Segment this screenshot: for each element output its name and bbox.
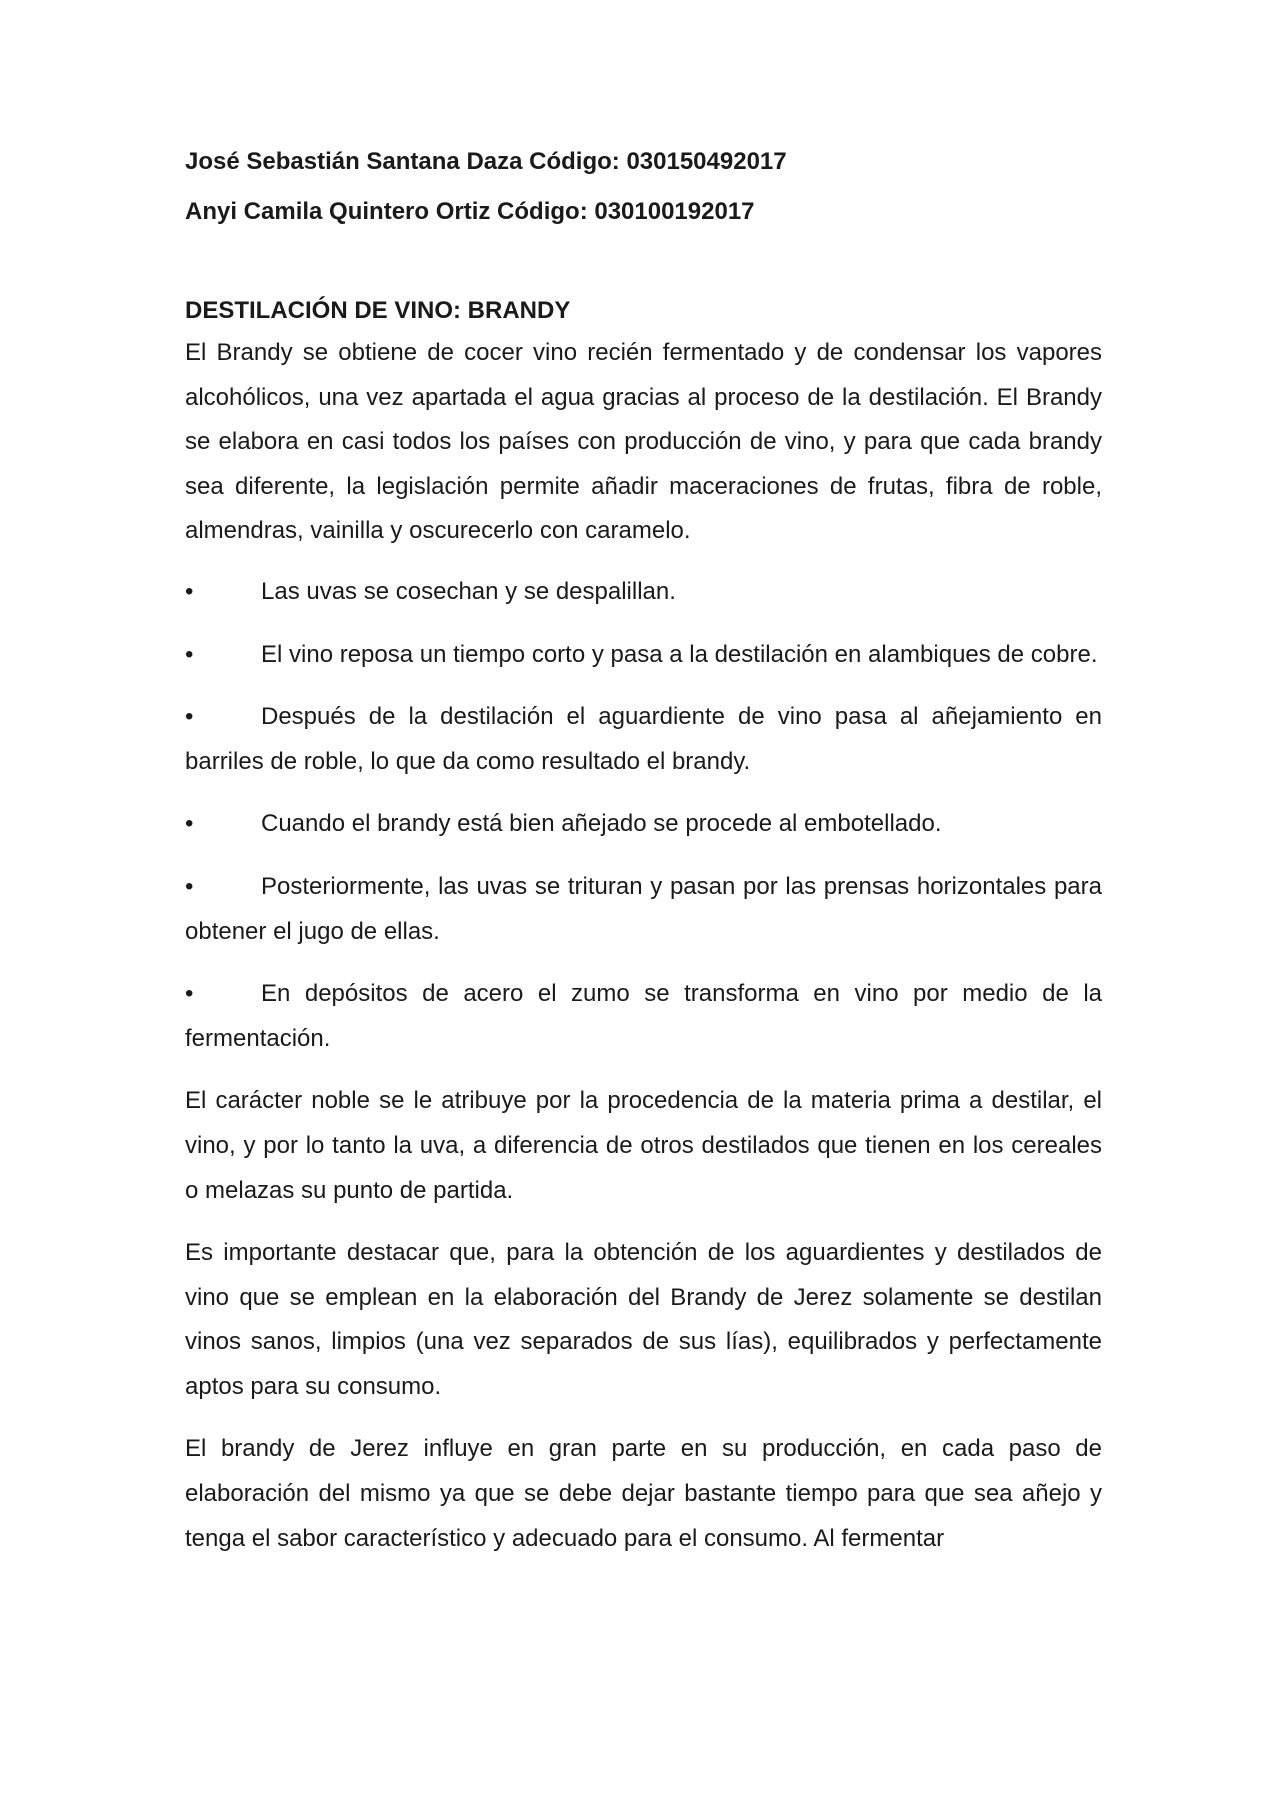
list-item bbox=[185, 570, 1102, 615]
list-item bbox=[185, 865, 1102, 954]
list-item bbox=[185, 972, 1102, 1061]
author-line-1: José Sebastián Santana Daza Código: 030150492017 bbox=[185, 148, 787, 175]
body-paragraph-aguardientes: Es importante destacar que, para la obtención de los aguardientes y destilados de vino que se emplean en la elaboración del Brandy de Jerez solamente se destilan vinos sanos, limpios (una vez separados de sus lías), equilibrados y perfectamente aptos para su consumo. bbox=[185, 1239, 1102, 1400]
list-item-text: El vino reposa un tiempo corto y pasa a la destilación en alambiques de cobre. bbox=[261, 640, 1098, 668]
bullet-icon: • bbox=[185, 980, 194, 1008]
bullet-icon: • bbox=[185, 810, 194, 838]
body-paragraph-jerez: El brandy de Jerez influye en gran parte en su producción, en cada paso de elaboración del mismo ya que se debe dejar bastante tiempo para que sea añejo y tenga el sabor característico y adecuado para el consumo. Al fermentar bbox=[185, 1435, 1102, 1552]
bullet-icon: • bbox=[185, 872, 194, 900]
list-item-text: Cuando el brandy está bien añejado se procede al embotellado. bbox=[261, 810, 942, 838]
document-title: DESTILACIÓN DE VINO: BRANDY bbox=[185, 297, 571, 324]
list-item-text: Las uvas se cosechan y se despalillan. bbox=[261, 577, 676, 605]
intro-paragraph: El Brandy se obtiene de cocer vino recién fermentado y de condensar los vapores alcohólicos, una vez apartada el agua gracias al proceso de la destilación. El Brandy se elabora en casi todos los países con producción de vino, y para que cada brandy sea diferente, la legislación permite añadir maceraciones de frutas, fibra de roble, almendras, vainilla y oscurecerlo con caramelo. bbox=[185, 339, 1102, 545]
list-item bbox=[185, 633, 1102, 678]
process-steps-list bbox=[185, 570, 1102, 1061]
list-item-text: Posteriormente, las uvas se trituran y pasan por las prensas horizontales para obtener el jugo de ellas. bbox=[185, 872, 1102, 945]
list-item bbox=[185, 695, 1102, 784]
body-paragraph-noble: El carácter noble se le atribuye por la procedencia de la materia prima a destilar, el vino, y por lo tanto la uva, a diferencia de otros destilados que tienen en los cereales o melazas su punto de partida. bbox=[185, 1087, 1102, 1204]
bullet-icon: • bbox=[185, 577, 194, 605]
list-item-text: Después de la destilación el aguardiente de vino pasa al añejamiento en barriles de roble, lo que da como resultado el brandy. bbox=[185, 703, 1102, 775]
bullet-icon: • bbox=[185, 703, 194, 731]
bullet-icon: • bbox=[185, 640, 194, 668]
list-item-text: En depósitos de acero el zumo se transforma en vino por medio de la fermentación. bbox=[185, 980, 1102, 1052]
document-page bbox=[185, 147, 1102, 1561]
author-line-2: Anyi Camila Quintero Ortiz Código: 030100192017 bbox=[185, 198, 755, 225]
list-item bbox=[185, 802, 1102, 847]
